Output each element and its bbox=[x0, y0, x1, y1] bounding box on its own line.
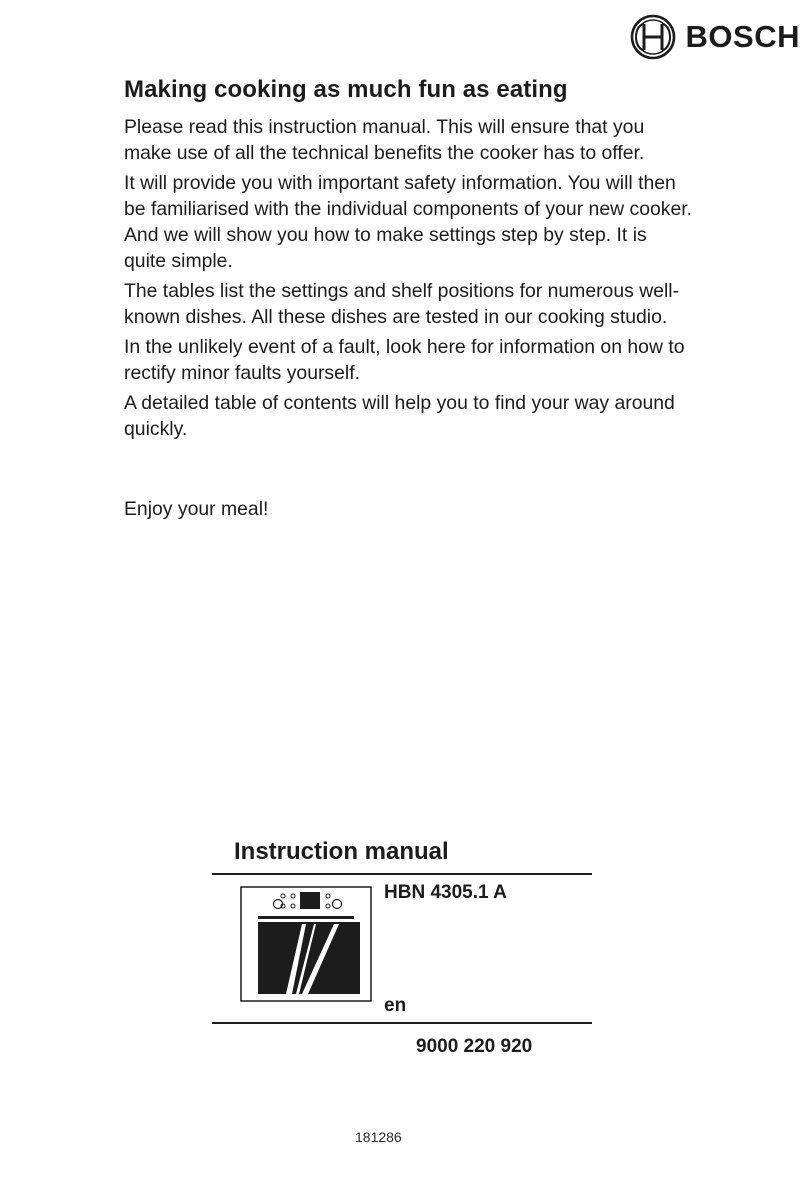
language-code: en bbox=[384, 995, 407, 1016]
model-number: HBN 4305.1 A bbox=[384, 882, 507, 903]
document-code: 181286 bbox=[355, 1129, 402, 1145]
brand-header bbox=[630, 14, 800, 60]
manual-title: Instruction manual bbox=[234, 838, 449, 865]
intro-paragraph: A detailed table of contents will help you to find your way around quickly. bbox=[124, 392, 675, 440]
page-title: Making cooking as much fun as eating bbox=[124, 76, 568, 103]
brand-name: BOSCH bbox=[685, 19, 800, 54]
built-in-oven-icon bbox=[240, 886, 372, 1007]
intro-paragraph: In the unlikely event of a fault, look here for information on how to rectify minor faults yourself. bbox=[124, 336, 685, 384]
bosch-armature-icon bbox=[630, 14, 676, 60]
intro-section bbox=[124, 74, 694, 446]
intro-paragraph: Please read this instruction manual. This will ensure that you make use of all the technical benefits the cooker has to offer. bbox=[124, 116, 645, 164]
part-number: 9000 220 920 bbox=[416, 1036, 533, 1057]
intro-paragraph: It will provide you with important safety information. You will then be familiarised with the individual components of your new cooker. And we will show you how to make settings step by step. It is quite simple. bbox=[124, 172, 693, 272]
divider bbox=[212, 1022, 592, 1024]
intro-paragraph: The tables list the settings and shelf positions for numerous well-known dishes. All these dishes are tested in our cooking studio. bbox=[124, 280, 680, 328]
closing-line: Enjoy your meal! bbox=[124, 498, 269, 520]
divider bbox=[212, 873, 592, 875]
